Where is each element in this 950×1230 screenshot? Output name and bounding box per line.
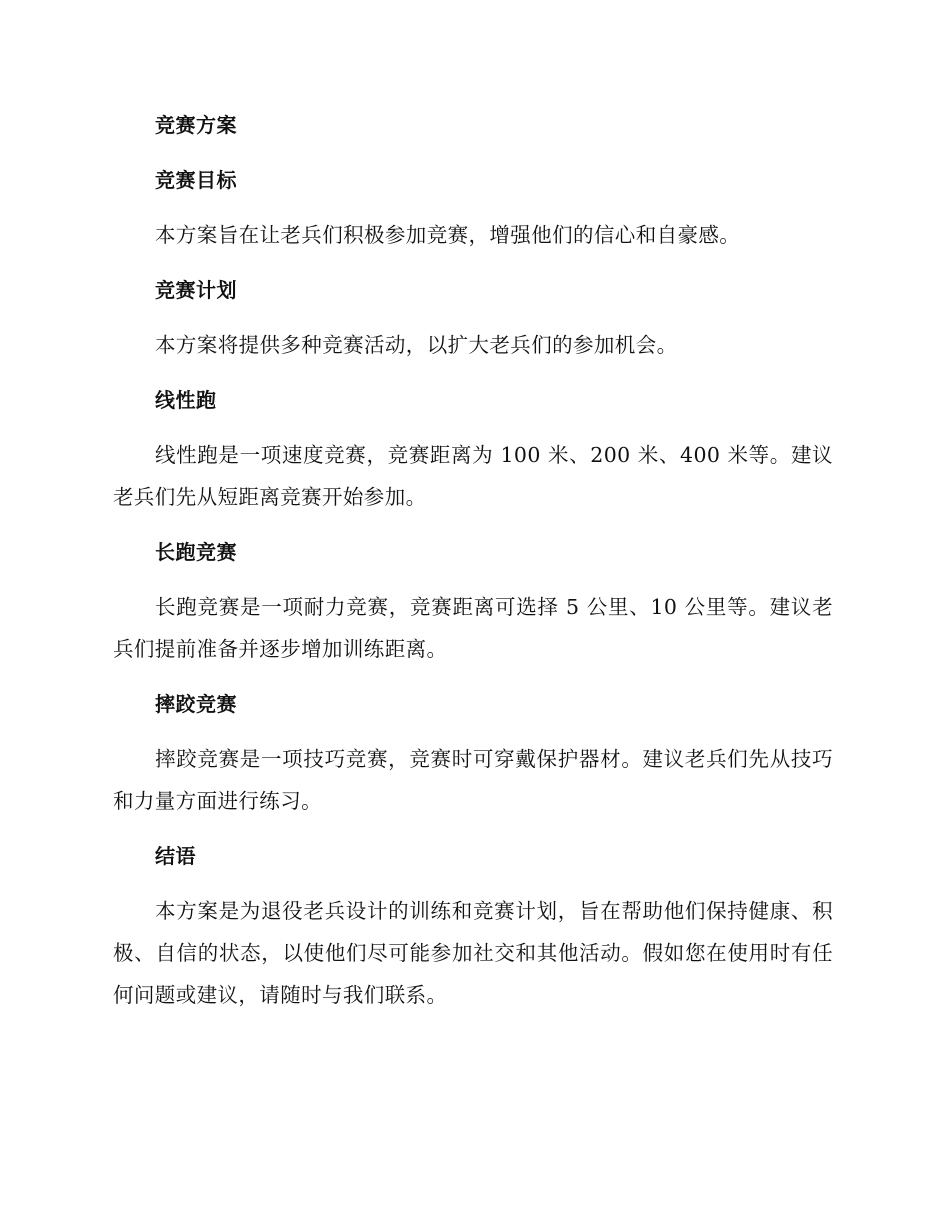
section-conclusion — [113, 835, 833, 1016]
section-body: 摔跤竞赛是一项技巧竞赛，竞赛时可穿戴保护器材。建议老兵们先从技巧和力量方面进行练习。 — [113, 747, 833, 813]
section-goal — [113, 159, 833, 256]
section-body: 本方案是为退役老兵设计的训练和竞赛计划，旨在帮助他们保持健康、积极、自信的状态，以使他们尽可能参加社交和其他活动。假如您在使用时有任何问题或建议，请随时与我们联系。 — [113, 899, 833, 1007]
section-body: 本方案旨在让老兵们积极参加竞赛，增强他们的信心和自豪感。 — [155, 223, 741, 247]
section-heading: 结语 — [155, 844, 196, 868]
section-body: 线性跑是一项速度竞赛，竞赛距离为 100 米、200 米、400 米等。建议老兵们先从短距离竞赛开始参加。 — [113, 443, 833, 509]
section-heading: 摔跤竞赛 — [155, 692, 237, 716]
section-wrestling — [113, 683, 833, 822]
section-heading: 竞赛目标 — [155, 168, 237, 192]
section-heading: 线性跑 — [155, 388, 217, 412]
section-long-run — [113, 531, 833, 670]
section-body: 本方案将提供多种竞赛活动，以扩大老兵们的参加机会。 — [155, 333, 678, 357]
document-page — [113, 104, 833, 1029]
section-body: 长跑竞赛是一项耐力竞赛，竞赛距离可选择 5 公里、10 公里等。建议老兵们提前准备并逐步增加训练距离。 — [113, 595, 833, 661]
section-heading: 长跑竞赛 — [155, 540, 237, 564]
section-heading: 竞赛计划 — [155, 278, 237, 302]
document-title: 竞赛方案 — [155, 113, 237, 137]
section-plan — [113, 269, 833, 366]
section-sprint — [113, 379, 833, 518]
